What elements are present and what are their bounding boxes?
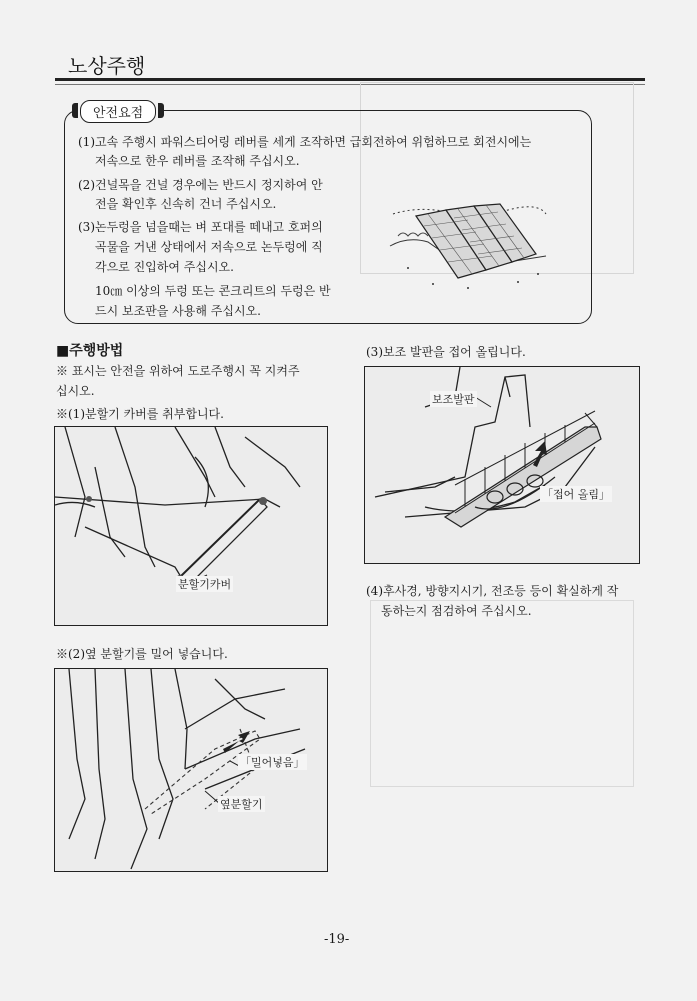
bleed-through-box [370, 600, 634, 787]
safety-line: (2)건널목을 건널 경우에는 반드시 정지하여 안 [78, 178, 323, 192]
title-rule [55, 78, 645, 81]
note-line: 십시오. [56, 384, 95, 398]
safety-label-wrap [76, 100, 160, 122]
safety-line: 각으로 진입하여 주십시오. [95, 260, 234, 274]
safety-line: (1)고속 주행시 파워스티어링 레버를 세게 조작하면 급회전하여 위험하므로 회전시에는 [78, 135, 532, 149]
safety-line: 전을 확인후 신속히 건너 주십시오. [95, 197, 277, 211]
divider-cover-drawing [55, 427, 327, 625]
figure-side-divider [54, 668, 328, 872]
step-2-text: ※(2)옆 분할기를 밀어 넣습니다. [56, 647, 228, 661]
figure-aux-board [364, 366, 640, 564]
step-4-line: 동하는지 점검하여 주십시오. [381, 604, 532, 618]
page-title: 노상주행 [68, 54, 146, 78]
aux-board-label: 보조발판 [432, 393, 475, 406]
section-heading: ■주행방법 [56, 343, 124, 359]
side-divider-drawing [55, 669, 327, 871]
safety-label: 안전요점 [80, 100, 156, 123]
aux-board-drawing [365, 367, 639, 563]
step-3-text: (3)보조 발판을 접어 올립니다. [366, 345, 526, 359]
step-1-text: ※(1)분할기 카버를 취부합니다. [56, 407, 224, 421]
ridge-boards-illustration [388, 196, 548, 296]
fold-up-label: 「접어 올림」 [542, 488, 611, 501]
divider-cover-label: 분할기카버 [178, 578, 232, 591]
step-4-line: (4)후사경, 방향지시기, 전조등 등이 확실하게 작 [366, 584, 619, 598]
note-line: ※ 표시는 안전을 위하여 도로주행시 꼭 지켜주 [56, 364, 300, 378]
page-number: -19- [324, 932, 350, 947]
safety-line: (3)논두렁을 넘을때는 벼 포대를 떼내고 호퍼의 [78, 220, 323, 234]
side-divider-label: 옆분할기 [220, 798, 263, 811]
safety-line: 곡물을 거낸 상태에서 저속으로 논두렁에 직 [95, 240, 323, 254]
figure-divider-cover [54, 426, 328, 626]
push-in-label: 「밀어넣음」 [240, 756, 305, 769]
safety-line: 10㎝ 이상의 두렁 또는 콘크리트의 두렁은 반 [95, 284, 331, 298]
safety-line: 저속으로 한우 레버를 조작해 주십시오. [95, 154, 300, 168]
safety-line: 드시 보조판을 사용해 주십시오. [95, 304, 261, 318]
